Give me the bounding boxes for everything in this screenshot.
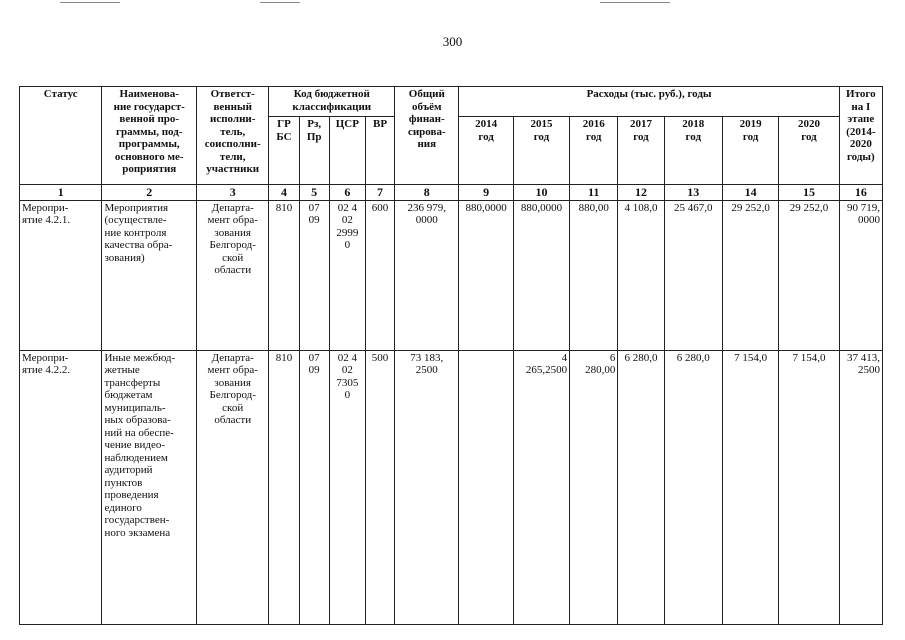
header-budget-code: Код бюджетной классификации xyxy=(269,87,395,117)
header-year: 2019 год xyxy=(722,117,778,185)
row-total: 236 979, 0000 xyxy=(395,200,459,350)
header-rzpr: Рз, Пр xyxy=(299,117,329,185)
row-2020: 7 154,0 xyxy=(779,350,839,625)
table-row xyxy=(20,350,883,625)
row-responsible: Департа- мент обра- зования Белгород- ской области xyxy=(197,200,269,350)
row-name: Мероприятия (осуществле- ние контроля качества обра- зования) xyxy=(102,200,197,350)
row-csr: 02 4 02 2999 0 xyxy=(329,200,365,350)
column-number: 3 xyxy=(197,185,269,201)
row-2014: 880,0000 xyxy=(459,200,513,350)
row-2020: 29 252,0 xyxy=(779,200,839,350)
row-2015: 880,0000 xyxy=(513,200,569,350)
header-stage-total: Итого на I этапе (2014- 2020 годы) xyxy=(839,87,882,185)
header-year: 2014 год xyxy=(459,117,513,185)
row-2015: 4 265,2500 xyxy=(513,350,569,625)
row-grbs: 810 xyxy=(269,350,299,625)
column-number: 8 xyxy=(395,185,459,201)
column-number: 9 xyxy=(459,185,513,201)
scan-artifact xyxy=(260,2,300,3)
header-total: Общий объём финан- сирова- ния xyxy=(395,87,459,185)
header-status: Статус xyxy=(20,87,102,185)
header-row xyxy=(20,87,883,117)
row-2019: 29 252,0 xyxy=(722,200,778,350)
column-number: 1 xyxy=(20,185,102,201)
header-responsible: Ответст- венный исполни- тель, соисполни- тели, участники xyxy=(197,87,269,185)
header-year: 2018 год xyxy=(664,117,722,185)
row-2017: 6 280,0 xyxy=(618,350,664,625)
row-2018: 6 280,0 xyxy=(664,350,722,625)
header-year: 2017 год xyxy=(618,117,664,185)
row-status: Меропри- ятие 4.2.2. xyxy=(20,350,102,625)
header-expenses: Расходы (тыс. руб.), годы xyxy=(459,87,839,117)
header-name: Наименова- ние государст- венной про- граммы, под- программы, основного ме- роприятия xyxy=(102,87,197,185)
column-number: 11 xyxy=(570,185,618,201)
column-number: 5 xyxy=(299,185,329,201)
row-2018: 25 467,0 xyxy=(664,200,722,350)
row-csr: 02 4 02 7305 0 xyxy=(329,350,365,625)
column-number: 6 xyxy=(329,185,365,201)
row-total: 73 183, 2500 xyxy=(395,350,459,625)
header-vr: ВР xyxy=(365,117,394,185)
row-vr: 500 xyxy=(365,350,394,625)
page-number: 300 xyxy=(442,34,463,49)
row-vr: 600 xyxy=(365,200,394,350)
row-grbs: 810 xyxy=(269,200,299,350)
budget-table xyxy=(19,86,883,625)
table-row xyxy=(20,200,883,350)
header-grbs: ГР БС xyxy=(269,117,299,185)
column-number: 2 xyxy=(102,185,197,201)
scan-artifact xyxy=(600,2,670,3)
row-rzpr: 07 09 xyxy=(299,200,329,350)
column-number: 15 xyxy=(779,185,839,201)
row-2019: 7 154,0 xyxy=(722,350,778,625)
row-stage-total: 90 719, 0000 xyxy=(839,200,882,350)
row-2016: 880,00 xyxy=(570,200,618,350)
row-responsible: Департа- мент обра- зования Белгород- ской области xyxy=(197,350,269,625)
row-2014 xyxy=(459,350,513,625)
row-2017: 4 108,0 xyxy=(618,200,664,350)
column-number: 4 xyxy=(269,185,299,201)
row-name: Иные межбюд- жетные трансферты бюджетам муниципаль- ных образова- ний на обеспе- чение видео- наблюдением аудиторий пунктов проведения единого государствен- ного экзамена xyxy=(102,350,197,625)
column-number: 12 xyxy=(618,185,664,201)
header-year: 2016 год xyxy=(570,117,618,185)
row-2016: 6 280,00 xyxy=(570,350,618,625)
row-status: Меропри- ятие 4.2.1. xyxy=(20,200,102,350)
row-stage-total: 37 413, 2500 xyxy=(839,350,882,625)
header-year: 2015 год xyxy=(513,117,569,185)
header-csr: ЦСР xyxy=(329,117,365,185)
header-year: 2020 год xyxy=(779,117,839,185)
row-rzpr: 07 09 xyxy=(299,350,329,625)
column-number: 14 xyxy=(722,185,778,201)
column-number: 13 xyxy=(664,185,722,201)
column-number-row xyxy=(20,185,883,201)
column-number: 7 xyxy=(365,185,394,201)
scan-artifact xyxy=(60,2,120,3)
column-number: 10 xyxy=(513,185,569,201)
column-number: 16 xyxy=(839,185,882,201)
